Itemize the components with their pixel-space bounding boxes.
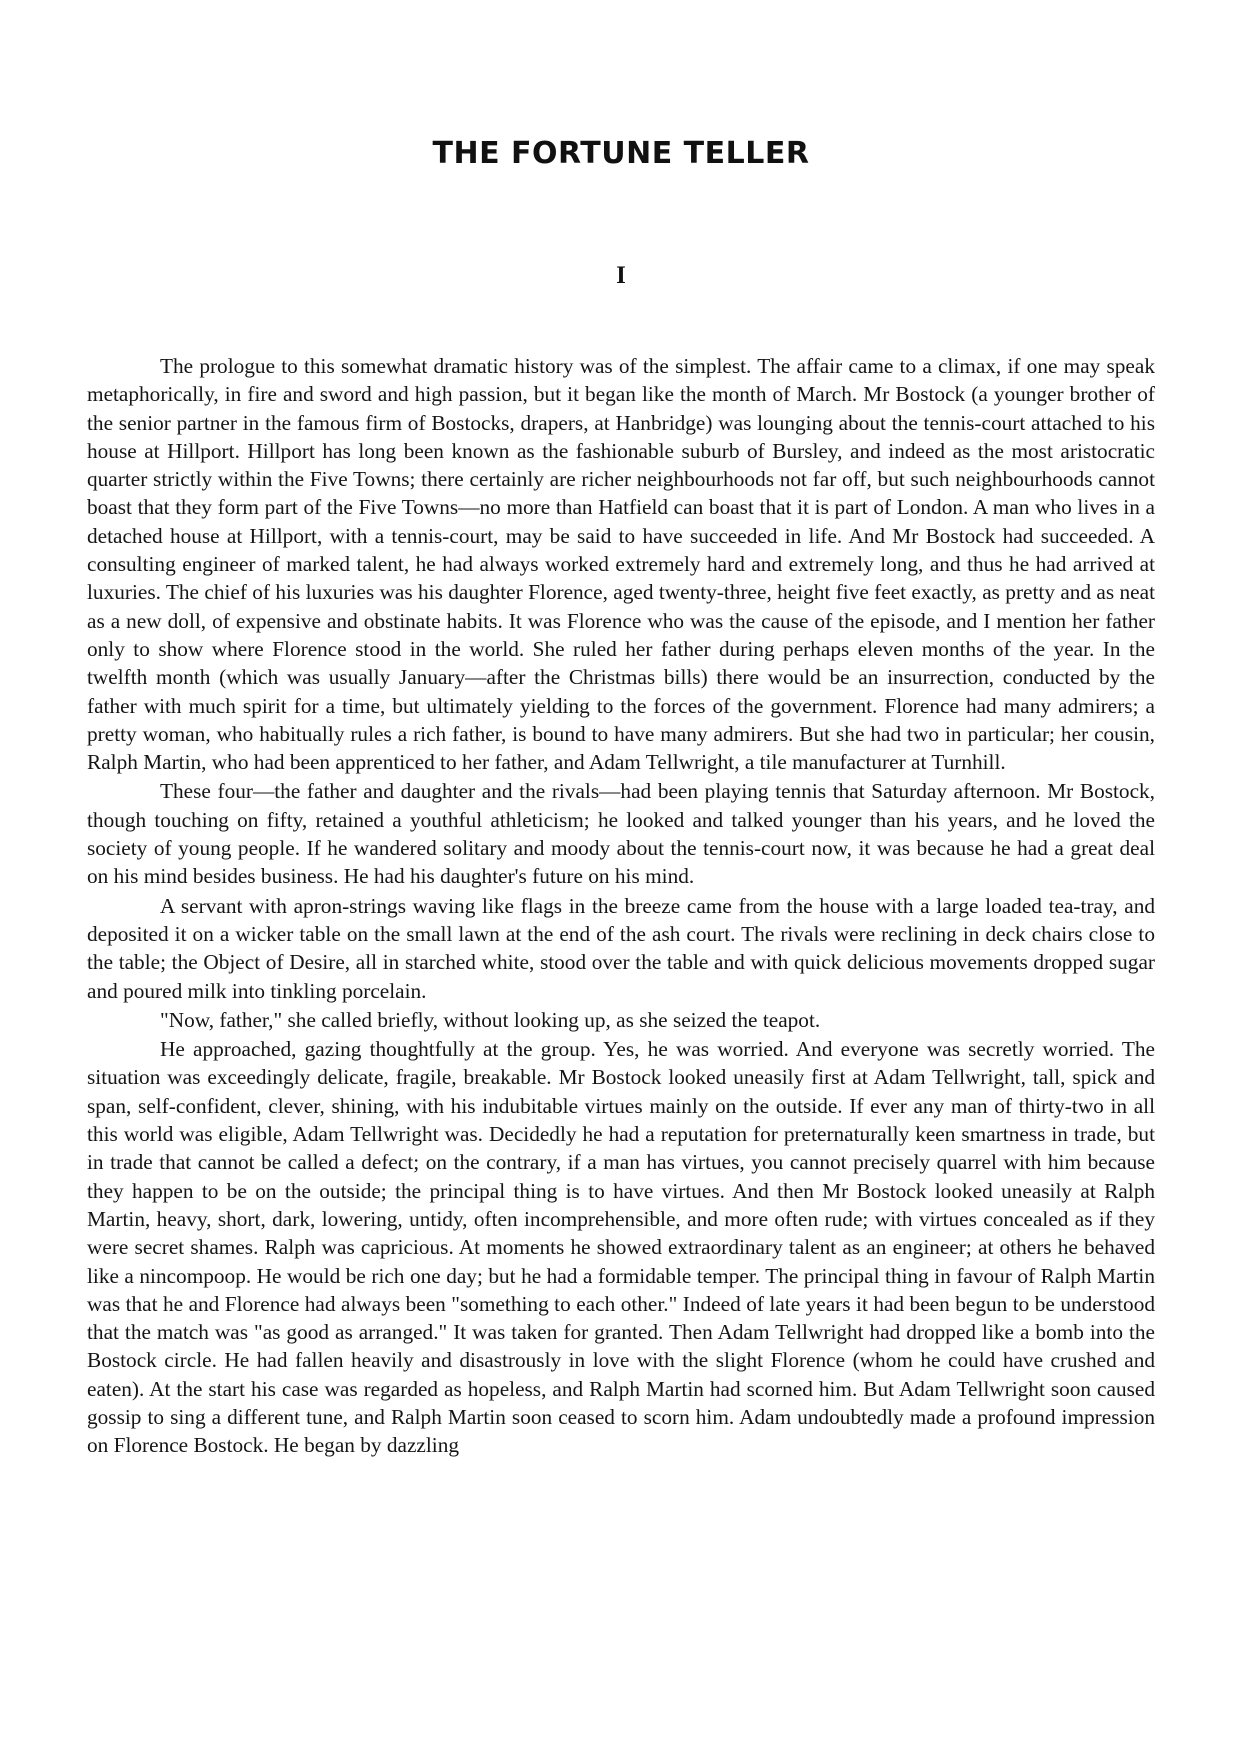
paragraph: He approached, gazing thoughtfully at the group. Yes, he was worried. And everyone was secretly worried. The situation was exceedingly delicate, fragile, breakable. Mr Bostock looked uneasily first at Adam Tellwright, tall, spick and span, self-confident, clever, shining, with his indubitable virtues mainly on the outside. If ever any man of thirty-two in all this world was eligible, Adam Tellwright was. Decidedly he had a reputation for preternaturally keen smartness in trade, but in trade that cannot be called a defect; on the contrary, if a man has virtues, you cannot precisely quarrel with him because they happen to be on the outside; the principal thing is to have virtues. And then Mr Bostock looked uneasily at Ralph Martin, heavy, short, dark, lowering, untidy, often incomprehensible, and more often rude; with virtues concealed as if they were secret shames. Ralph was capricious. At moments he showed extraordinary talent as an engineer; at others he behaved like a nincompoop. He would be rich one day; but he had a formidable temper. The principal thing in favour of Ralph Martin was that he and Florence had always been "something to each other." Indeed of late years it had been begun to be understood that the match was "as good as arranged." It was taken for granted. Then Adam Tellwright had dropped like a bomb into the Bostock circle. He had fallen heavily and disastrously in love with the slight Florence (whom he could have crushed and eaten). At the start his case was regarded as hopeless, and Ralph Martin had scorned him. But Adam Tellwright soon caused gossip to sing a different tune, and Ralph Martin soon ceased to scorn him. Adam undoubtedly made a profound impression on Florence Bostock. He began by dazzling <box>87 1037 1155 1458</box>
paragraph: The prologue to this somewhat dramatic history was of the simplest. The affair came to a climax, if one may speak metaphorically, in fire and sword and high passion, but it began like the month of March. Mr Bostock (a younger brother of the senior partner in the famous firm of Bostocks, drapers, at Hanbridge) was lounging about the tennis-court attached to his house at Hillport. Hillport has long been known as the fashionable suburb of Bursley, and indeed as the most aristocratic quarter strictly within the Five Towns; there certainly are richer neighbourhoods not far off, but such neighbourhoods cannot boast that they form part of the Five Towns—no more than Hatfield can boast that it is part of London. A man who lives in a detached house at Hillport, with a tennis-court, may be said to have succeeded in life. And Mr Bostock had succeeded. A consulting engineer of marked talent, he had always worked extremely hard and extremely long, and thus he had arrived at luxuries. The chief of his luxuries was his daughter Florence, aged twenty-three, height five feet exactly, as pretty and as neat as a new doll, of expensive and obstinate habits. It was Florence who was the cause of the episode, and I mention her father only to show where Florence stood in the world. She ruled her father during perhaps eleven months of the year. In the twelfth month (which was usually January—after the Christmas bills) there would be an insurrection, conducted by the father with much spirit for a time, but ultimately yielding to the forces of the government. Florence had many admirers; a pretty woman, who habitually rules a rich father, is bound to have many admirers. But she had two in particular; her cousin, Ralph Martin, who had been apprenticed to her father, and Adam Tellwright, a tile manufacturer at Turnhill. <box>87 354 1155 775</box>
story-title: THE FORTUNE TELLER <box>432 136 810 171</box>
paragraph: "Now, father," she called briefly, without looking up, as she seized the teapot. <box>160 1007 821 1032</box>
paragraph: These four—the father and daughter and the rivals—had been playing tennis that Saturday afternoon. Mr Bostock, though touching on fifty, retained a youthful athleticism; he looked and talked younger than his years, and he loved the society of young people. If he wandered solitary and moody about the tennis-court now, it was because he had a great deal on his mind besides business. He had his daughter's future on his mind. <box>87 779 1155 889</box>
paragraph: A servant with apron-strings waving like flags in the breeze came from the house with a large loaded tea-tray, and deposited it on a wicker table on the small lawn at the end of the ash court. The rivals were reclining in deck chairs close to the table; the Object of Desire, all in starched white, stood over the table and with quick delicious movements dropped sugar and poured milk into tinkling porcelain. <box>87 893 1155 1003</box>
chapter-heading: I <box>616 262 626 289</box>
chapter-body <box>87 352 1155 1460</box>
